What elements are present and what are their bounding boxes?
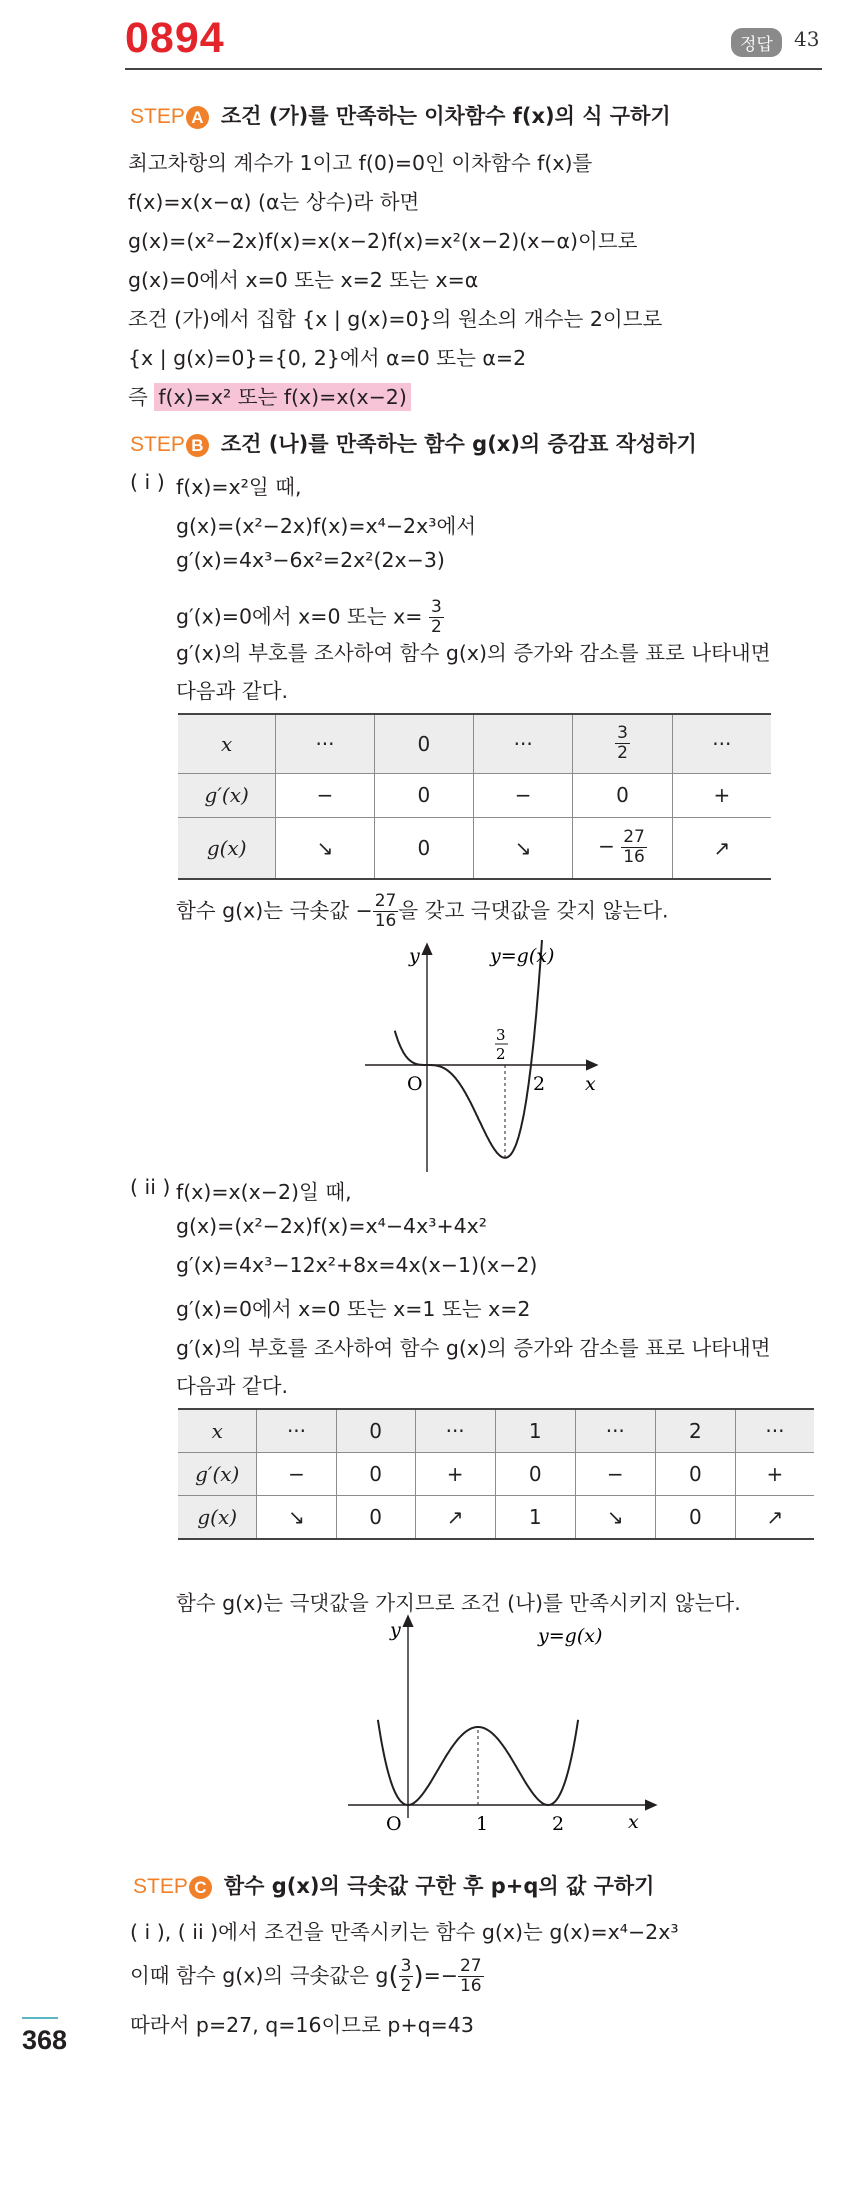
case-2-line-2: g(x)=(x²−2x)f(x)=x⁴−4x³+4x² (176, 1214, 488, 1238)
step-b-badge: B (186, 434, 209, 457)
case-1-zero-prefix: g′(x)=0에서 x=0 또는 x= (176, 604, 423, 629)
case-2-line-1: f(x)=x(x−2)일 때, (176, 1180, 352, 1204)
table-cell (573, 714, 672, 773)
fraction-denominator: 2 (617, 743, 628, 764)
case-2-line-6: 다음과 같다. (176, 1374, 289, 1398)
step-b-title: 조건 (나)를 만족하는 함수 g(x)의 증감표 작성하기 (220, 432, 697, 456)
answer-badge: 정답 (731, 28, 782, 57)
table-cell: 0 (495, 1452, 575, 1495)
case-1-sign-line-2: 다음과 같다. (176, 679, 289, 703)
minus-sign: − (598, 834, 615, 859)
case-2-label: ( ii ) (130, 1175, 171, 1199)
case-2-line-5: g′(x)의 부호를 조사하여 함수 g(x)의 증가와 감소를 표로 나타내면 (176, 1336, 771, 1360)
table-cell: − (575, 1452, 655, 1495)
case-1-sign-line-1: g′(x)의 부호를 조사하여 함수 g(x)의 증가와 감소를 표로 나타내면 (176, 641, 771, 665)
fraction-numerator: 3 (617, 723, 628, 744)
fraction-denominator: 16 (623, 847, 645, 868)
step-c-title: 함수 g(x)의 극솟값 구한 후 p+q의 값 구하기 (223, 1874, 655, 1898)
table-cell: x (178, 714, 276, 773)
table-cell: ··· (672, 714, 771, 773)
fraction-denominator: 2 (400, 1976, 412, 1996)
table-cell: ↘ (257, 1495, 336, 1539)
table-cell: x (178, 1409, 257, 1452)
page-number: 368 (22, 2025, 68, 2055)
table-row (178, 714, 771, 773)
step-b-heading (130, 428, 697, 458)
tick-label-2: 2 (533, 1073, 546, 1095)
curve-label: y=g(x) (490, 945, 555, 967)
table-row (178, 1409, 814, 1452)
table-cell: ··· (575, 1409, 655, 1452)
fraction-numerator: 27 (623, 827, 645, 848)
table-fraction (615, 724, 630, 763)
table-cell: 2 (655, 1409, 735, 1452)
case-2-sign-table (178, 1408, 814, 1540)
table-cell: 0 (374, 714, 473, 773)
tick-label-three-num: 3 (496, 1026, 506, 1044)
step-a-line-5: 조건 (가)에서 집합 {x | g(x)=0}의 원소의 개수는 2이므로 (128, 307, 663, 331)
table-cell: ↗ (735, 1495, 814, 1539)
x-axis-label: x (628, 1811, 639, 1833)
table-cell: ··· (735, 1409, 814, 1452)
table-cell: ··· (257, 1409, 336, 1452)
y-axis-label: y (390, 1619, 401, 1641)
page-number-accent (22, 2017, 58, 2019)
case-1-conclusion-post: 을 갖고 극댓값을 갖지 않는다. (398, 898, 669, 923)
step-a-heading (130, 100, 671, 130)
paren-open: ( (388, 1961, 399, 1992)
origin-label: O (407, 1073, 423, 1095)
fraction-numerator: 27 (459, 1956, 482, 1976)
table-cell: 0 (374, 773, 473, 817)
case-1-sign-table (178, 713, 771, 880)
table-cell: − (276, 773, 374, 817)
step-a-highlight: f(x)=x² 또는 f(x)=x(x−2) (154, 383, 411, 411)
step-a-conclusion (128, 380, 411, 410)
step-a-line-4: g(x)=0에서 x=0 또는 x=2 또는 x=α (128, 268, 479, 292)
step-a-line-6: {x | g(x)=0}={0, 2}에서 α=0 또는 α=2 (128, 346, 527, 370)
case-2-line-4: g′(x)=0에서 x=0 또는 x=1 또는 x=2 (176, 1297, 531, 1321)
fraction-numerator: 27 (374, 891, 397, 911)
table-cell: − (257, 1452, 336, 1495)
tick-label-1: 1 (476, 1813, 489, 1835)
table-cell: ··· (276, 714, 374, 773)
graph-case-1 (355, 940, 605, 1180)
table-fraction (621, 828, 647, 867)
table-cell: g′(x) (178, 773, 276, 817)
table-cell: g′(x) (178, 1452, 257, 1495)
table-cell: ··· (473, 714, 572, 773)
table-cell: 0 (336, 1409, 415, 1452)
step-c-line-1: ( i ), ( ii )에서 조건을 만족시키는 함수 g(x)는 g(x)=x⁴−2x³ (130, 1920, 679, 1944)
case-1-line-2: g(x)=(x²−2x)f(x)=x⁴−2x³에서 (176, 514, 477, 538)
origin-label: O (386, 1813, 402, 1835)
curve-label: y=g(x) (538, 1625, 603, 1647)
table-cell: ↘ (276, 817, 374, 879)
table-cell: 1 (495, 1495, 575, 1539)
table-cell: − (473, 773, 572, 817)
step-a-word: STEP (130, 105, 185, 128)
y-axis-label: y (409, 945, 420, 967)
x-axis-label: x (585, 1073, 596, 1095)
case-2-conclusion: 함수 g(x)는 극댓값을 가지므로 조건 (나)를 만족시키지 않는다. (176, 1591, 741, 1615)
step-c-heading (133, 1870, 654, 1900)
step-a-title: 조건 (가)를 만족하는 이차함수 f(x)의 식 구하기 (220, 104, 671, 128)
fraction-argument (399, 1957, 414, 1996)
step-c-line-2-prefix: 이때 함수 g(x)의 극솟값은 g (130, 1963, 389, 1988)
table-cell: 0 (573, 773, 672, 817)
case-1-line-3: g′(x)=4x³−6x²=2x²(2x−3) (176, 548, 445, 572)
fraction-three-halves (429, 598, 444, 637)
step-c-word: STEP (133, 1875, 188, 1898)
step-a-conclusion-prefix: 즉 (128, 385, 155, 409)
table-cell: + (415, 1452, 495, 1495)
paren-close: ) (413, 1961, 424, 1992)
fraction-min-value (458, 1957, 484, 1996)
step-a-badge: A (186, 106, 209, 129)
table-cell (573, 817, 672, 879)
step-c-badge: C (189, 1876, 212, 1899)
table-cell: ↗ (415, 1495, 495, 1539)
table-cell: 0 (655, 1452, 735, 1495)
fraction-min-value (373, 892, 399, 931)
fraction-denominator: 16 (459, 1976, 482, 1996)
table-row (178, 773, 771, 817)
table-cell: 0 (336, 1452, 415, 1495)
tick-label-three-den: 2 (496, 1045, 506, 1063)
table-cell: 0 (655, 1495, 735, 1539)
case-1-conclusion (176, 892, 669, 931)
problem-number: 0894 (125, 14, 225, 62)
table-cell: ··· (415, 1409, 495, 1452)
case-1-line-1: f(x)=x²일 때, (176, 475, 302, 499)
table-cell: ↘ (575, 1495, 655, 1539)
case-2-line-3: g′(x)=4x³−12x²+8x=4x(x−1)(x−2) (176, 1253, 538, 1277)
table-cell: 0 (336, 1495, 415, 1539)
table-cell: + (735, 1452, 814, 1495)
answer-page-number: 43 (794, 27, 820, 51)
step-c-line-2-mid: =− (423, 1963, 458, 1988)
table-cell: ↘ (473, 817, 572, 879)
case-1-conclusion-pre: 함수 g(x)는 극솟값 − (176, 898, 373, 923)
step-b-word: STEP (130, 433, 185, 456)
table-cell: + (672, 773, 771, 817)
table-cell: g(x) (178, 817, 276, 879)
step-a-line-2: f(x)=x(x−α) (α는 상수)라 하면 (128, 190, 420, 214)
tick-label-2: 2 (552, 1813, 565, 1835)
graph-case-2 (340, 1612, 660, 1837)
step-a-line-3: g(x)=(x²−2x)f(x)=x(x−2)f(x)=x²(x−2)(x−α)이므로 (128, 229, 638, 253)
table-row (178, 817, 771, 879)
fraction-denominator: 2 (430, 617, 442, 637)
case-1-label: ( i ) (130, 470, 165, 494)
table-cell: 0 (374, 817, 473, 879)
fraction-denominator: 16 (374, 911, 397, 931)
header-rule (125, 68, 822, 70)
table-cell: g(x) (178, 1495, 257, 1539)
table-cell: ↗ (672, 817, 771, 879)
table-row (178, 1495, 814, 1539)
step-c-line-2 (130, 1957, 484, 1996)
fraction-numerator: 3 (400, 1956, 412, 1976)
table-cell: 1 (495, 1409, 575, 1452)
table-row (178, 1452, 814, 1495)
step-c-line-3: 따라서 p=27, q=16이므로 p+q=43 (130, 2013, 474, 2037)
fraction-numerator: 3 (430, 597, 442, 617)
case-1-zero-line (176, 598, 444, 637)
curve-g (395, 940, 549, 1158)
step-a-line-1: 최고차항의 계수가 1이고 f(0)=0인 이차함수 f(x)를 (128, 151, 593, 175)
